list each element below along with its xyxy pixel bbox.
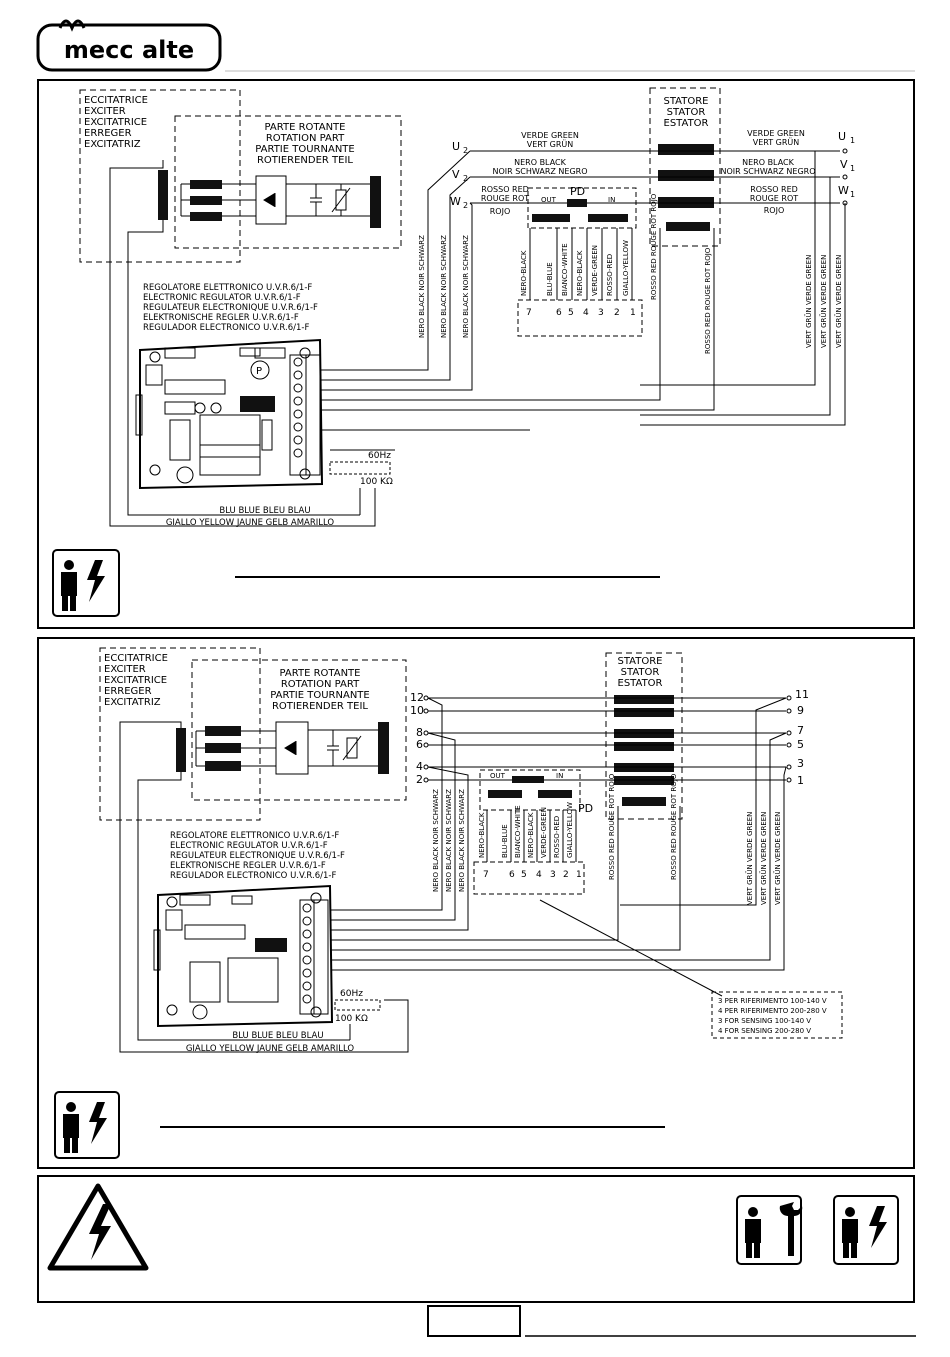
svg-text:1: 1 — [630, 308, 636, 318]
svg-text:OUT: OUT — [541, 196, 556, 204]
wiring-diagram-1 — [38, 80, 914, 628]
svg-text:VERDE GREEN: VERDE GREEN — [747, 129, 805, 138]
svg-text:NOIR SCHWARZ NEGRO: NOIR SCHWARZ NEGRO — [492, 167, 588, 176]
svg-text:VERDE-GREEN: VERDE-GREEN — [540, 806, 548, 858]
svg-text:BLU BLUE BLEU BLAU: BLU BLUE BLEU BLAU — [232, 1031, 324, 1041]
svg-text:ELECTRONIC REGULATOR U.V.R.6/1: ELECTRONIC REGULATOR U.V.R.6/1-F — [143, 293, 301, 303]
svg-text:VERDE-GREEN: VERDE-GREEN — [591, 244, 599, 296]
svg-text:ROSSO-RED: ROSSO-RED — [606, 253, 614, 296]
terminal-block-1 — [526, 308, 636, 318]
svg-text:BLU-BLUE: BLU-BLUE — [546, 262, 554, 296]
svg-text:100 KΩ: 100 KΩ — [360, 477, 393, 487]
svg-text:NERO-BLACK: NERO-BLACK — [527, 812, 535, 858]
svg-text:NERO-BLACK: NERO-BLACK — [478, 812, 486, 858]
svg-text:W: W — [450, 195, 461, 208]
svg-text:STATORE: STATORE — [663, 96, 709, 107]
svg-text:6: 6 — [509, 870, 515, 880]
main-rotor-winding — [370, 176, 381, 228]
svg-text:ROSSO RED: ROSSO RED — [750, 185, 798, 194]
svg-text:10: 10 — [410, 704, 424, 717]
svg-text:REGULATEUR ELECTRONIQUE U.V.R.: REGULATEUR ELECTRONIQUE U.V.R.6/1-F — [170, 851, 345, 861]
svg-text:EXCITATRIZ: EXCITATRIZ — [104, 697, 161, 708]
svg-text:REGOLATORE ELETTRONICO U.V.R.6: REGOLATORE ELETTRONICO U.V.R.6/1-F — [143, 283, 313, 293]
svg-text:ROSSO RED ROUGE ROT ROJO: ROSSO RED ROUGE ROT ROJO — [608, 773, 616, 880]
svg-text:7: 7 — [526, 308, 532, 318]
svg-text:ELEKTRONISCHE REGLER U.V.R.6/1: ELEKTRONISCHE REGLER U.V.R.6/1-F — [170, 861, 326, 871]
electrician-icon-3 — [834, 1196, 898, 1264]
svg-text:P: P — [256, 366, 263, 377]
svg-text:PARTE ROTANTE: PARTE ROTANTE — [264, 122, 346, 133]
svg-text:4 PER RIFERIMENTO 200-280 V: 4 PER RIFERIMENTO 200-280 V — [718, 1007, 827, 1015]
svg-text:ELEKTRONISCHE REGLER U.V.R.6/1: ELEKTRONISCHE REGLER U.V.R.6/1-F — [143, 313, 299, 323]
svg-text:VERDE GREEN: VERDE GREEN — [521, 131, 579, 140]
svg-text:5: 5 — [797, 738, 804, 751]
svg-text:ROTATION PART: ROTATION PART — [265, 133, 345, 144]
svg-text:ELECTRONIC REGULATOR U.V.R.6/1: ELECTRONIC REGULATOR U.V.R.6/1-F — [170, 841, 328, 851]
svg-text:PARTIE TOURNANTE: PARTIE TOURNANTE — [270, 690, 370, 701]
svg-text:1: 1 — [576, 870, 582, 880]
svg-text:3 FOR SENSING 100-140 V: 3 FOR SENSING 100-140 V — [718, 1017, 812, 1025]
svg-text:12: 12 — [410, 691, 424, 704]
regulator-board-2 — [154, 886, 332, 1026]
stator-winding-u — [658, 144, 714, 155]
svg-text:VERT GRÜN: VERT GRÜN — [752, 138, 800, 147]
svg-text:100 KΩ: 100 KΩ — [335, 1014, 368, 1024]
svg-text:VERT GRÜN: VERT GRÜN — [526, 140, 574, 149]
svg-text:1: 1 — [850, 164, 856, 173]
svg-text:ROSSO RED ROUGE ROT ROJO: ROSSO RED ROUGE ROT ROJO — [670, 773, 678, 880]
brand-logo — [38, 21, 220, 70]
svg-text:VERT GRÜN VERDE GREEN: VERT GRÜN VERDE GREEN — [820, 254, 828, 348]
svg-text:VERT GRÜN VERDE GREEN: VERT GRÜN VERDE GREEN — [835, 254, 843, 348]
svg-text:PARTE ROTANTE: PARTE ROTANTE — [279, 668, 361, 679]
svg-text:2: 2 — [614, 308, 620, 318]
svg-text:3: 3 — [797, 757, 804, 770]
warning-panel — [38, 1176, 914, 1302]
svg-text:ROJO: ROJO — [489, 207, 511, 216]
svg-text:4: 4 — [583, 308, 589, 318]
svg-text:V: V — [840, 158, 848, 171]
svg-text:STATORE: STATORE — [617, 656, 663, 667]
logo-text: mecc alte — [63, 36, 195, 64]
exciter-label-fr: EXCITATRICE — [84, 117, 148, 128]
svg-text:9: 9 — [797, 704, 804, 717]
svg-text:NERO BLACK NOIR SCHWARZ: NERO BLACK NOIR SCHWARZ — [445, 789, 453, 892]
svg-text:VERT GRÜN VERDE GREEN: VERT GRÜN VERDE GREEN — [805, 254, 813, 348]
svg-text:EXCITATRICE: EXCITATRICE — [104, 675, 168, 686]
svg-text:5: 5 — [521, 870, 527, 880]
svg-text:2: 2 — [463, 146, 469, 155]
svg-text:ROTIERENDER TEIL: ROTIERENDER TEIL — [256, 155, 354, 166]
svg-text:OUT: OUT — [490, 772, 505, 780]
svg-text:GIALLO YELLOW JAUNE GELB AMARI: GIALLO YELLOW JAUNE GELB AMARILLO — [185, 1044, 355, 1054]
svg-text:ROTATION PART: ROTATION PART — [280, 679, 360, 690]
svg-text:NERO BLACK NOIR SCHWARZ: NERO BLACK NOIR SCHWARZ — [432, 789, 440, 892]
svg-text:VERT GRÜN VERDE GREEN: VERT GRÜN VERDE GREEN — [774, 811, 782, 905]
svg-text:STATOR: STATOR — [666, 107, 706, 118]
svg-text:W: W — [838, 184, 849, 197]
exciter-label-es: EXCITATRIZ — [84, 139, 141, 150]
svg-text:STATOR: STATOR — [620, 667, 660, 678]
svg-text:7: 7 — [483, 870, 489, 880]
svg-text:ROSSO RED ROUGE ROT ROJO: ROSSO RED ROUGE ROT ROJO — [650, 193, 658, 300]
high-voltage-warning-icon — [50, 1186, 146, 1268]
svg-text:PARTIE TOURNANTE: PARTIE TOURNANTE — [255, 144, 355, 155]
svg-text:ESTATOR: ESTATOR — [617, 678, 663, 689]
regulator-board-1 — [136, 340, 322, 488]
svg-text:ERREGER: ERREGER — [104, 686, 152, 697]
svg-text:NERO-BLACK: NERO-BLACK — [520, 250, 528, 296]
svg-text:ROSSO RED ROUGE ROT ROJO: ROSSO RED ROUGE ROT ROJO — [704, 247, 712, 354]
svg-text:IN: IN — [556, 772, 564, 780]
svg-text:GIALLO-YELLOW: GIALLO-YELLOW — [566, 802, 574, 858]
exciter-label-de: ERREGER — [84, 128, 132, 139]
svg-text:GIALLO YELLOW JAUNE GELB AMARI: GIALLO YELLOW JAUNE GELB AMARILLO — [165, 518, 335, 528]
svg-text:VERT GRÜN VERDE GREEN: VERT GRÜN VERDE GREEN — [760, 811, 768, 905]
svg-text:ESTATOR: ESTATOR — [663, 118, 709, 129]
stator-winding-v — [658, 170, 714, 181]
electrician-icon-1 — [53, 550, 119, 616]
svg-text:ROTIERENDER TEIL: ROTIERENDER TEIL — [271, 701, 369, 712]
svg-text:NOIR SCHWARZ NEGRO: NOIR SCHWARZ NEGRO — [720, 167, 816, 176]
svg-text:ROUGE ROT: ROUGE ROT — [480, 194, 530, 203]
svg-text:60Hz: 60Hz — [340, 989, 363, 999]
svg-text:REGULATEUR ELECTRONIQUE U.V.R.: REGULATEUR ELECTRONIQUE U.V.R.6/1-F — [143, 303, 318, 313]
svg-text:NERO BLACK NOIR SCHWARZ: NERO BLACK NOIR SCHWARZ — [462, 235, 470, 338]
svg-text:4 FOR SENSING 200-280 V: 4 FOR SENSING 200-280 V — [718, 1027, 812, 1035]
stator-winding-aux — [666, 222, 710, 231]
svg-text:3: 3 — [598, 308, 604, 318]
svg-text:U: U — [452, 140, 461, 153]
svg-text:2: 2 — [563, 870, 569, 880]
svg-text:NERO-BLACK: NERO-BLACK — [576, 250, 584, 296]
svg-text:2: 2 — [463, 174, 469, 183]
wiring-diagram-2 — [38, 638, 914, 1168]
svg-text:V: V — [452, 168, 460, 181]
svg-text:4: 4 — [536, 870, 542, 880]
exciter-field-winding — [158, 170, 168, 220]
svg-text:2: 2 — [416, 773, 423, 786]
svg-text:11: 11 — [795, 688, 809, 701]
svg-text:3 PER RIFERIMENTO 100-140 V: 3 PER RIFERIMENTO 100-140 V — [718, 997, 827, 1005]
svg-text:BLU-BLUE: BLU-BLUE — [501, 824, 509, 858]
svg-text:1: 1 — [797, 774, 804, 787]
page-number-box — [428, 1306, 520, 1336]
svg-text:NERO BLACK: NERO BLACK — [514, 158, 566, 167]
svg-text:NERO BLACK NOIR SCHWARZ: NERO BLACK NOIR SCHWARZ — [440, 235, 448, 338]
svg-text:GIALLO-YELLOW: GIALLO-YELLOW — [622, 240, 630, 296]
svg-text:REGOLATORE ELETTRONICO U.V.R.6: REGOLATORE ELETTRONICO U.V.R.6/1-F — [170, 831, 340, 841]
svg-text:6: 6 — [556, 308, 562, 318]
svg-text:ROSSO-RED: ROSSO-RED — [553, 815, 561, 858]
svg-text:ROJO: ROJO — [763, 206, 785, 215]
electrician-icon-2 — [55, 1092, 119, 1158]
svg-text:NERO BLACK: NERO BLACK — [742, 158, 794, 167]
svg-text:6: 6 — [416, 738, 423, 751]
exciter-label-it: ECCITATRICE — [84, 95, 148, 106]
svg-text:EXCITER: EXCITER — [104, 664, 146, 675]
svg-text:REGULADOR ELECTRONICO U.V.R.6/: REGULADOR ELECTRONICO U.V.R.6/1-F — [170, 871, 337, 881]
svg-text:1: 1 — [850, 190, 856, 199]
svg-text:4: 4 — [416, 760, 423, 773]
svg-text:NERO BLACK NOIR SCHWARZ: NERO BLACK NOIR SCHWARZ — [458, 789, 466, 892]
svg-text:BIANCO-WHITE: BIANCO-WHITE — [561, 243, 569, 296]
svg-text:BIANCO-WHITE: BIANCO-WHITE — [514, 805, 522, 858]
svg-text:VERT GRÜN VERDE GREEN: VERT GRÜN VERDE GREEN — [746, 811, 754, 905]
svg-text:PD: PD — [570, 185, 586, 198]
svg-text:1: 1 — [850, 136, 856, 145]
svg-text:ROSSO RED: ROSSO RED — [481, 185, 529, 194]
svg-text:ECCITATRICE: ECCITATRICE — [104, 653, 168, 664]
svg-text:2: 2 — [463, 201, 469, 210]
svg-text:PD: PD — [578, 802, 594, 815]
svg-text:NERO BLACK NOIR SCHWARZ: NERO BLACK NOIR SCHWARZ — [418, 235, 426, 338]
svg-text:BLU BLUE BLEU BLAU: BLU BLUE BLEU BLAU — [219, 506, 311, 516]
svg-text:5: 5 — [568, 308, 574, 318]
svg-text:IN: IN — [608, 196, 616, 204]
svg-text:60Hz: 60Hz — [368, 451, 391, 461]
svg-text:8: 8 — [416, 726, 423, 739]
svg-text:REGULADOR ELECTRONICO U.V.R.6/: REGULADOR ELECTRONICO U.V.R.6/1-F — [143, 323, 310, 333]
maintenance-worker-icon — [737, 1196, 802, 1264]
exciter-label-en: EXCITER — [84, 106, 126, 117]
svg-text:U: U — [838, 130, 847, 143]
svg-text:3: 3 — [550, 870, 556, 880]
svg-text:ROUGE ROT: ROUGE ROT — [749, 194, 799, 203]
svg-text:7: 7 — [797, 724, 804, 737]
